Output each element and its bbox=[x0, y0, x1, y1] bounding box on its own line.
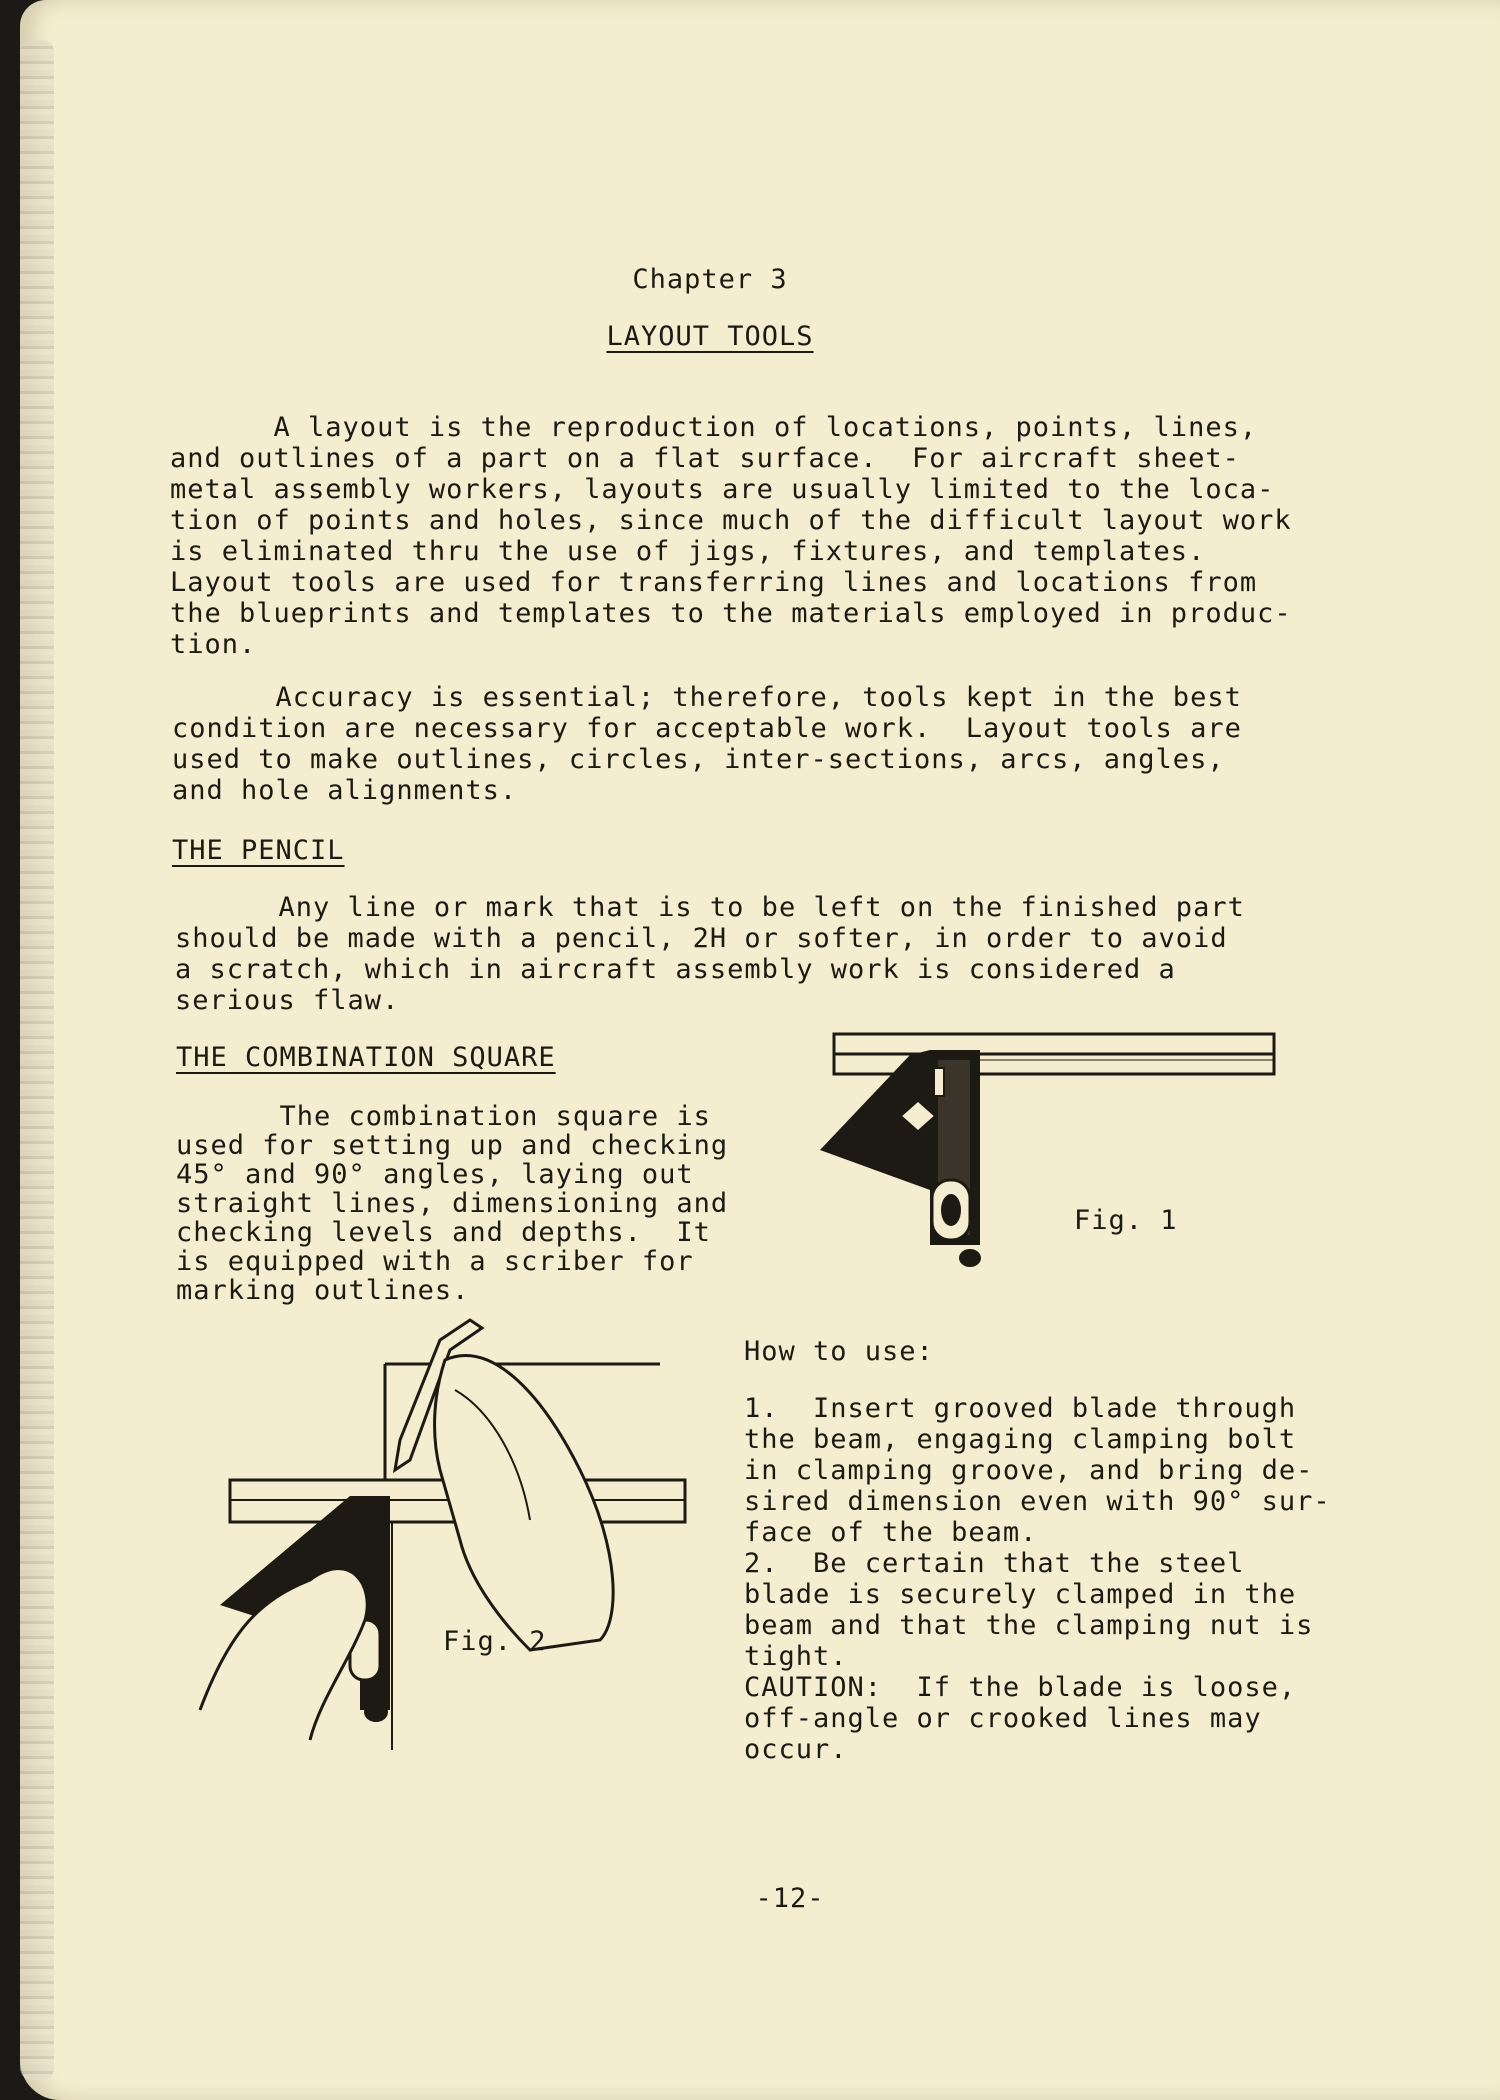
text-line: condition are necessary for acceptable work. Layout tools are bbox=[172, 713, 1242, 744]
text-line: tight. bbox=[744, 1641, 848, 1672]
text-line: Any line or mark that is to be left on the finished part bbox=[175, 892, 1245, 923]
page-number: -12- bbox=[755, 1883, 825, 1914]
text-line: off-angle or crooked lines may bbox=[744, 1703, 1262, 1734]
text-line: A layout is the reproduction of locations, points, lines, bbox=[170, 412, 1258, 443]
text-line: marking outlines. bbox=[176, 1275, 470, 1306]
text-line: serious flaw. bbox=[175, 985, 400, 1016]
text-line: and outlines of a part on a flat surface. For aircraft sheet- bbox=[170, 443, 1240, 474]
text-line: Layout tools are used for transferring lines and locations from bbox=[170, 567, 1258, 598]
text-line: the beam, engaging clamping bolt bbox=[744, 1424, 1297, 1455]
chapter-label: Chapter 3 bbox=[632, 264, 788, 295]
text-line: metal assembly workers, layouts are usually limited to the loca- bbox=[170, 474, 1275, 505]
text-line: sired dimension even with 90° sur- bbox=[744, 1486, 1331, 1517]
fig2-caption: Fig. 2 bbox=[443, 1626, 547, 1657]
text-line: Accuracy is essential; therefore, tools kept in the best bbox=[172, 682, 1242, 713]
text-line: should be made with a pencil, 2H or softer, in order to avoid bbox=[175, 923, 1228, 954]
text-line: 1. Insert grooved blade through bbox=[744, 1393, 1297, 1424]
text-line: tion of points and holes, since much of the difficult layout work bbox=[170, 505, 1292, 536]
page-edge bbox=[20, 40, 54, 2080]
text-line: 45° and 90° angles, laying out bbox=[176, 1159, 694, 1190]
text-line: is equipped with a scriber for bbox=[176, 1246, 694, 1277]
text-line: in clamping groove, and bring de- bbox=[744, 1455, 1314, 1486]
caution-text: CAUTION: If the blade is loose, bbox=[744, 1672, 1297, 1703]
text-line: 2. Be certain that the steel bbox=[744, 1548, 1245, 1579]
text-line: beam and that the clamping nut is bbox=[744, 1610, 1314, 1641]
text-line: tion. bbox=[170, 629, 257, 660]
page-title: LAYOUT TOOLS bbox=[606, 321, 814, 352]
pencil-heading: THE PENCIL bbox=[172, 835, 345, 866]
text-line: used for setting up and checking bbox=[176, 1130, 729, 1161]
text-line: straight lines, dimensioning and bbox=[176, 1188, 729, 1219]
text-line: face of the beam. bbox=[744, 1517, 1038, 1548]
combination-square-illustration bbox=[820, 1030, 1280, 1275]
hand-drawing-line-illustration bbox=[200, 1320, 700, 1750]
text-line: How to use: bbox=[744, 1336, 934, 1367]
combination-square-heading: THE COMBINATION SQUARE bbox=[176, 1042, 556, 1073]
text-line: blade is securely clamped in the bbox=[744, 1579, 1297, 1610]
text-line: The combination square is bbox=[176, 1101, 711, 1132]
text-line: used to make outlines, circles, inter-sections, arcs, angles, bbox=[172, 744, 1225, 775]
text-line: the blueprints and templates to the materials employed in produc- bbox=[170, 598, 1292, 629]
text-line: a scratch, which in aircraft assembly work is considered a bbox=[175, 954, 1176, 985]
text-line: checking levels and depths. It bbox=[176, 1217, 711, 1248]
text-line: is eliminated thru the use of jigs, fixtures, and templates. bbox=[170, 536, 1206, 567]
fig1-caption: Fig. 1 bbox=[1074, 1205, 1178, 1236]
text-line: and hole alignments. bbox=[172, 775, 518, 806]
text-line: occur. bbox=[744, 1734, 848, 1765]
